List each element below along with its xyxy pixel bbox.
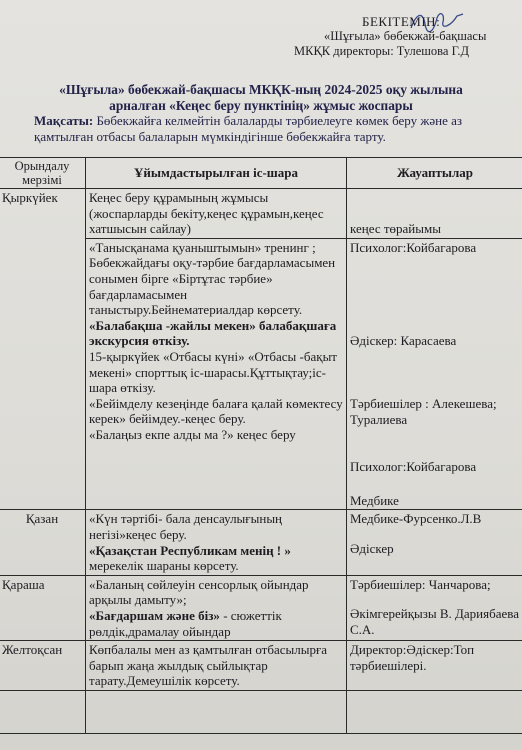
responsible-item: Тәрбиешілер: Чанчарова; xyxy=(350,576,491,592)
responsible-cell xyxy=(347,510,522,575)
responsible-item: Әдіскер xyxy=(350,540,394,556)
header-period: Орындалу мерзімі xyxy=(0,158,86,189)
approval-block xyxy=(284,14,514,59)
month-november: Қараша xyxy=(0,575,86,640)
table-row xyxy=(0,575,522,640)
month-september: Қыркүйек xyxy=(0,189,86,510)
goal-paragraph xyxy=(34,113,520,145)
table-row xyxy=(0,641,522,691)
header-responsible: Жауаптылар xyxy=(347,158,522,189)
responsible-item: Медбике xyxy=(350,492,399,508)
table-row xyxy=(0,189,522,239)
responsible-item: Психолог:Койбагарова xyxy=(350,239,477,255)
activity-item-bold: «Қазақстан Республикам менің ! » xyxy=(89,542,291,558)
activity-item: «Баланың сөйлеуін сенсорлық ойындар арқылы дамыту»; xyxy=(89,576,309,608)
activity-item: 15-қыркүйек «Отбасы күні» «Отбасы -бақыт мекені» спорттық іс-шарасы.Құттықтау;іс-шара өткізу. xyxy=(89,348,337,396)
table-row xyxy=(0,510,522,575)
responsible-item: Әкімгерейқызы В. Дариябаева С.А. xyxy=(350,606,520,637)
activity-item: «Танысқанама қуаныштымын» тренинг ; xyxy=(89,239,316,255)
table-row xyxy=(0,690,522,733)
goal-label: Мақсаты: xyxy=(34,113,94,128)
title-line-1: «Шұғыла» бөбекжай-бақшасы МКҚК-ның 2024-2025 оқу жылына xyxy=(59,82,463,97)
responsible-cell xyxy=(347,238,522,510)
goal-text: Бөбекжайға келмейтін балаларды тәрбиелеуге көмек беру және аз қамтылған отбасы балаларын мүмкіндігінше бөбекжайға тарту. xyxy=(34,113,462,144)
month-october: Қазан xyxy=(0,510,86,575)
table-header-row xyxy=(0,158,522,189)
activity-cell: Көпбалалы мен аз қамтылған отбасылырға барып жаңа жылдық сыйлықтар тарату.Демеушілік көрсету. xyxy=(86,641,347,691)
title-line-2: арналған «Кеңес беру пунктінің» жұмыс жоспары xyxy=(109,98,413,113)
activity-cell xyxy=(86,575,347,640)
document-title xyxy=(0,82,522,114)
approval-title: БЕКІТЕМІН: xyxy=(362,14,441,29)
responsible-item: Медбике-Фурсенко.Л.В xyxy=(350,511,482,527)
activity-cell xyxy=(86,510,347,575)
responsible-cell: кеңес төрайымы xyxy=(347,189,522,239)
month-december: Желтоқсан xyxy=(0,641,86,691)
header-activity: Ұйымдастырылған іс-шара xyxy=(86,158,347,189)
activity-item: Бөбекжайдағы оқу-тәрбие бағдарламасымен сонымен бірге «Біртұтас тәрбие» бағдарламасымен таныстыру.Бейнематериалдар көрсету. «Балабақша -жайлы мекен» балабақшаға экскурсия өткізу. xyxy=(89,255,337,349)
responsible-item: Әдіскер: Карасаева xyxy=(350,333,457,349)
responsible-cell: Директор:Әдіскер:Топ тәрбиешілері. xyxy=(347,641,522,691)
activity-item: «Бейімделу кезеңінде балаға қалай көмектесу керек» бейімдеу.-кеңес беру. xyxy=(89,395,343,427)
activity-item: мерекелік шараны көрсету. xyxy=(89,558,239,574)
responsible-cell xyxy=(347,575,522,640)
plan-table xyxy=(0,157,522,734)
activity-item: «Бағдаршам және біз» - сюжеттік рөлдік,драмалау ойындар xyxy=(89,607,282,639)
approval-line-2: МКҚК директоры: Тулешова Г.Д xyxy=(294,44,470,58)
responsible-item: Психолог:Койбагарова xyxy=(350,459,477,475)
approval-line-1: «Шұғыла» бөбекжай-бақшасы xyxy=(324,29,487,43)
activity-item: «Күн тәртібі- бала денсаулығының негізі»кеңес беру. xyxy=(89,511,283,542)
activity-cell: Кеңес беру құрамының жұмысы (жоспарларды бекіту,кеңес құрамын,кеңес хатшысын сайлау) xyxy=(86,189,347,239)
activity-item: «Балаңыз екпе алды ма ?» кеңес беру xyxy=(89,426,296,442)
responsible-item: Тәрбиешілер : Алекешева; Туралиева xyxy=(350,395,497,427)
activity-cell xyxy=(86,238,347,510)
